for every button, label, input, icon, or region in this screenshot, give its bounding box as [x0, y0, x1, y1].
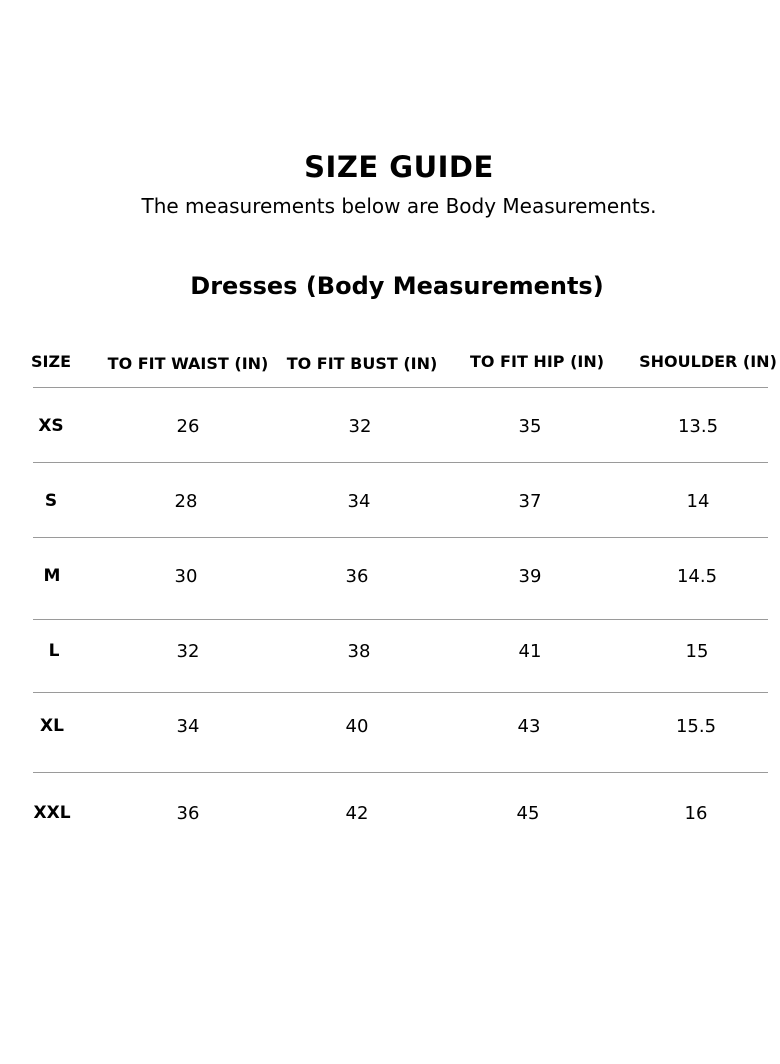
column-header-shoulder: SHOULDER (IN) [639, 352, 777, 371]
section-title: Dresses (Body Measurements) [190, 272, 604, 300]
table-cell-waist: 36 [176, 803, 200, 824]
table-cell-bust: 36 [345, 566, 369, 587]
column-header-hip: TO FIT HIP (IN) [469, 352, 605, 371]
table-cell-size: S [44, 491, 58, 511]
table-divider [33, 692, 768, 693]
table-divider [33, 462, 768, 463]
table-cell-waist: 28 [174, 491, 198, 512]
table-divider [33, 537, 768, 538]
table-cell-hip: 37 [518, 491, 542, 512]
table-cell-waist: 26 [176, 416, 200, 437]
table-divider [33, 619, 768, 620]
table-cell-waist: 30 [174, 566, 198, 587]
table-cell-shoulder: 14 [686, 491, 710, 512]
table-cell-waist: 34 [176, 716, 200, 737]
page-subtitle: The measurements below are Body Measurements. [141, 194, 657, 218]
table-cell-waist: 32 [176, 641, 200, 662]
table-cell-bust: 38 [347, 641, 371, 662]
table-cell-bust: 42 [345, 803, 369, 824]
table-cell-shoulder: 15.5 [675, 716, 717, 737]
table-cell-size: L [48, 641, 60, 661]
page-title: SIZE GUIDE [304, 150, 494, 184]
table-cell-size: XL [40, 716, 64, 736]
table-cell-hip: 43 [517, 716, 541, 737]
table-cell-shoulder: 14.5 [676, 566, 718, 587]
table-cell-shoulder: 15 [685, 641, 709, 662]
table-cell-bust: 34 [347, 491, 371, 512]
table-cell-shoulder: 16 [684, 803, 708, 824]
table-cell-size: XXL [33, 803, 71, 823]
table-cell-bust: 32 [348, 416, 372, 437]
table-cell-size: M [43, 566, 61, 586]
table-divider [33, 387, 768, 388]
table-cell-hip: 41 [518, 641, 542, 662]
table-cell-hip: 39 [518, 566, 542, 587]
table-cell-bust: 40 [345, 716, 369, 737]
table-divider [33, 772, 768, 773]
table-cell-shoulder: 13.5 [677, 416, 719, 437]
table-cell-hip: 45 [516, 803, 540, 824]
column-header-size: SIZE [30, 352, 72, 371]
column-header-waist: TO FIT WAIST (IN) [107, 354, 269, 373]
column-header-bust: TO FIT BUST (IN) [286, 354, 438, 373]
table-cell-hip: 35 [518, 416, 542, 437]
table-cell-size: XS [38, 416, 64, 436]
